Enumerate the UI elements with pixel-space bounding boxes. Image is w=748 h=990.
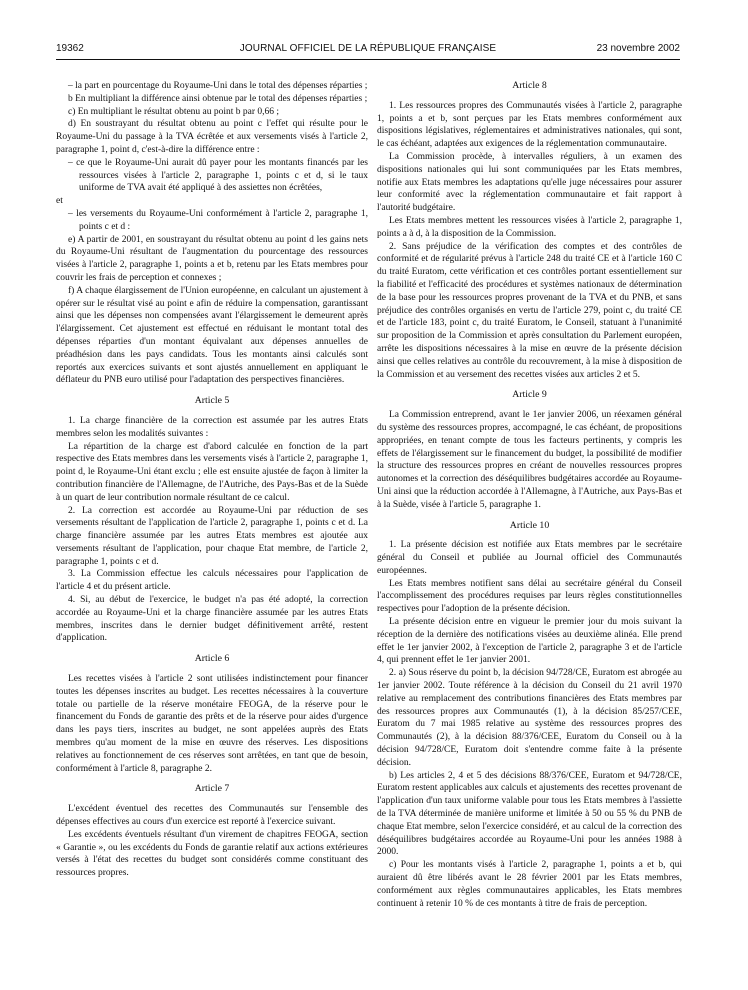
paragraph: Les Etats membres notifient sans délai au secrétaire général du Conseil l'accomplissement des procédures requises par leurs règles constitutionnelles respectives pour l'adoption de la présente décision. bbox=[377, 578, 682, 615]
right-column bbox=[377, 80, 682, 910]
article-heading: Article 7 bbox=[194, 783, 230, 795]
journal-title: JOURNAL OFFICIEL DE LA RÉPUBLIQUE FRANÇAISE bbox=[239, 43, 497, 54]
dash-item: – la part en pourcentage du Royaume-Uni dans le total des dépenses réparties ; bbox=[68, 81, 368, 91]
paragraph: 3. La Commission effectue les calculs nécessaires pour l'application de l'article 4 et du présent article. bbox=[56, 569, 368, 593]
left-column bbox=[56, 80, 368, 880]
paragraph: Les excédents éventuels résultant d'un virement de chapitres FEOGA, section « Garantie », ou les excédents du Fonds de garantie relatif aux actions extérieures versés à l'état des recettes du budget sont considérés comme constituant des ressources propres. bbox=[56, 829, 368, 879]
dash-item: – les versements du Royaume-Uni conformément à l'article 2, paragraphe 1, points c et d : bbox=[68, 208, 368, 232]
article-heading: Article 6 bbox=[194, 653, 230, 665]
paragraph: L'excédent éventuel des recettes des Communautés sur l'ensemble des dépenses effectives au cours d'un exercice est reporté à l'exercice suivant. bbox=[56, 804, 368, 828]
paragraph: 4. Si, au début de l'exercice, le budget n'a pas été adopté, la correction accordée au Royaume-Uni et la charge financière assumée par les autres Etats membres, inscrites dans le dernier budget définitivement arrêté, restent d'application. bbox=[56, 595, 368, 644]
paragraph: b En multipliant la différence ainsi obtenue par le total des dépenses réparties ; bbox=[68, 93, 368, 104]
paragraph: 1. La charge financière de la correction est assumée par les autres Etats membres selon les modalités suivantes : bbox=[56, 415, 368, 439]
paragraph: La présente décision entre en vigueur le premier jour du mois suivant la réception de la dernière des notifications visées au deuxième alinéa. Elle prend effet le 1er janvier 2002, à l'exception de l'article 2, paragraphe 3 et de l'article 4, qui prennent effet le 1er janvier 2001. bbox=[377, 617, 682, 666]
paragraph: Les recettes visées à l'article 2 sont utilisées indistinctement pour financer toutes les dépenses inscrites au budget. Les recettes nécessaires à la couverture totale ou partielle de la réserve monétaire FEOGA, de la réserve pour le financement du Fonds de garantie des prêts et de la réserve pour aides d'urgence dans les pays tiers, inscrites au budget, ne sont appelées auprès des Etats membres qu'au moment de la mise en œuvre des réserves. Les dispositions relatives au fonctionnement de ces réserves sont arrêtées, en tant que de besoin, conformément à l'article 8, paragraphe 2. bbox=[56, 674, 368, 774]
conjunction: et bbox=[56, 196, 63, 207]
page-header bbox=[56, 42, 680, 56]
paragraph: La Commission procède, à intervalles réguliers, à un examen des dispositions nationales qui lui sont communiquées par les Etats membres, notifie aux Etats membres les adaptations qu'elle juge nécessaires pour assurer leur conformité avec la réglementation communautaire et fait rapport à l'autorité budgétaire. bbox=[377, 151, 682, 214]
paragraph: 2. La correction est accordée au Royaume-Uni par réduction de ses versements résultant de l'application de l'article 2, paragraphe 1, points c et d. La charge financière assumée par les autres Etats membres est ajoutée aux versements résultant de l'application, pour chaque Etat membre, de l'article 2, paragraphe 1, points c et d. bbox=[56, 505, 368, 567]
paragraph: La répartition de la charge est d'abord calculée en fonction de la part respective des Etats membres dans les versements visés à l'article 2, paragraphe 1, point d, le Royaume-Uni étant exclu ; elle est ensuite ajustée de façon à limiter la contribution financière de l'Allemagne, de l'Autriche, des Pays-Bas et de la Suède à un quart de leur contribution normale résultant de ce calcul. bbox=[56, 441, 368, 503]
paragraph: La Commission entreprend, avant le 1er janvier 2006, un réexamen général du système des ressources propres, accompagné, le cas échéant, de propositions appropriées, en tenant compte de tous les facteurs pertinents, y compris les effets de l'élargissement sur le financement du budget, la possibilité de modifier la structure des ressources propres en créant de nouvelles ressources propres autonomes et la correction des déséquilibres budgétaires accordée au Royaume-Uni ainsi que la réduction accordée à l'Allemagne, à l'Autriche, aux Pays-Bas et à la Suède, visée à l'article 5, paragraphe 1. bbox=[377, 410, 682, 510]
publication-date: 23 novembre 2002 bbox=[596, 43, 680, 54]
article-heading: Article 8 bbox=[512, 80, 547, 91]
header-rule bbox=[56, 59, 680, 60]
paragraph: 2. Sans préjudice de la vérification des comptes et des contrôles de conformité et de régularité prévus à l'article 248 du traité CE et à l'article 160 C du traité Euratom, cette vérification et ces contrôles portant essentiellement sur la fiabilité et l'efficacité des procédures et systèmes nationaux de détermination de la base pour les ressources propres provenant de la TVA et du PNB, et sans préjudice des contrôles organisés en vertu de l'article 279, point c, du traité CE et de l'article 183, point c, du traité Euratom, le Conseil, statuant à l'unanimité sur proposition de la Commission et après consultation du Parlement européen, arrête les dispositions nécessaires à la mise en œuvre de la présente décision ainsi que celles relatives au contrôle du recouvrement, à la mise à disposition de la Commission et au versement des recettes visées aux articles 2 et 5. bbox=[377, 241, 682, 380]
page-number: 19362 bbox=[56, 43, 84, 54]
paragraph: f) A chaque élargissement de l'Union européenne, en calculant un ajustement à opérer sur le résultat visé au point e afin de réduire la compensation, garantissant ainsi que les dépenses non compensées avant l'élargissement le demeurent après l'élargissement. Cet ajustement est effectué en réduisant le montant total des dépenses réparties d'un montant équivalant aux dépenses annuelles de préadhésion dans les pays candidats. Tous les montants ainsi calculés sont reportés aux exercices suivants et sont ajustés annuellement en appliquant le déflateur du PNB euro utilisé pour l'adaptation des perspectives financières. bbox=[56, 285, 368, 386]
paragraph: d) En soustrayant du résultat obtenu au point c l'effet qui résulte pour le Royaume-Uni du passage à la TVA écrêtée et aux versements visés à l'article 2, paragraphe 1, point d, c'est-à-dire la différence entre : bbox=[56, 119, 368, 155]
paragraph: 1. Les ressources propres des Communautés visées à l'article 2, paragraphe 1, points a et b, sont perçues par les Etats membres conformément aux dispositions législatives, réglementaires et administratives nationales, qui sont, le cas échéant, adaptées aux exigences de la réglementation communautaire. bbox=[377, 100, 682, 150]
paragraph: 1. La présente décision est notifiée aux Etats membres par le secrétaire général du Conseil et publiée au Journal officiel des Communautés européennes. bbox=[377, 540, 682, 576]
paragraph: e) A partir de 2001, en soustrayant du résultat obtenu au point d les gains nets du Royaume-Uni résultant de l'augmentation du pourcentage des ressources visées à l'article 2, paragraphe 1, points a et b, retenu par les Etats membres pour couvrir les frais de perception et connexes ; bbox=[56, 234, 368, 283]
paragraph: Les Etats membres mettent les ressources visées à l'article 2, paragraphe 1, points a à d, à la disposition de la Commission. bbox=[377, 215, 682, 239]
article-heading: Article 5 bbox=[194, 395, 230, 407]
dash-item: – ce que le Royaume-Uni aurait dû payer pour les montants financés par les ressources visées à l'article 2, paragraphe 1, points c et d, si le taux uniforme de TVA avait été appliqué à des assiettes non écrêtées, bbox=[68, 157, 368, 194]
paragraph: c) En multipliant le résultat obtenu au point b par 0,66 ; bbox=[68, 106, 280, 117]
article-heading: Article 10 bbox=[509, 519, 550, 531]
paragraph: c) Pour les montants visés à l'article 2, paragraphe 1, points a et b, qui auraient dû être libérés avant le 28 février 2001 par les Etats membres, conformément aux règles communautaires applicables, les Etats membres continuent à retenir 10 % de ces montants à titre de frais de perception. bbox=[377, 860, 682, 909]
article-heading: Article 9 bbox=[512, 389, 547, 401]
paragraph: 2. a) Sous réserve du point b, la décision 94/728/CE, Euratom est abrogée au 1er janvier 2002. Toute référence à la décision du Conseil du 21 avril 1970 relative au remplacement des contributions financières des Etats membres par des ressources propres aux Communautés (1), à la décision 85/257/CEE, Euratom du 7 mai 1985 relative au système des ressources propres des Communautés (2), à la décision 88/376/CEE, Euratom du Conseil ou à la décision 94/728/CE, Euratom doit s'entendre comme faite à la présente décision. bbox=[377, 668, 682, 768]
paragraph: b) Les articles 2, 4 et 5 des décisions 88/376/CEE, Euratom et 94/728/CE, Euratom restent applicables aux calculs et ajustements des recettes provenant de l'application d'un taux uniforme valable pour tous les Etats membres à l'assiette de la TVA déterminée de manière uniforme et limitée à 50 ou 55 % du PNB de chaque Etat membre, selon l'exercice considéré, et au calcul de la correction des déséquilibres budgétaires accordée au Royaume-Uni pour les années 1988 à 2000. bbox=[377, 770, 682, 858]
